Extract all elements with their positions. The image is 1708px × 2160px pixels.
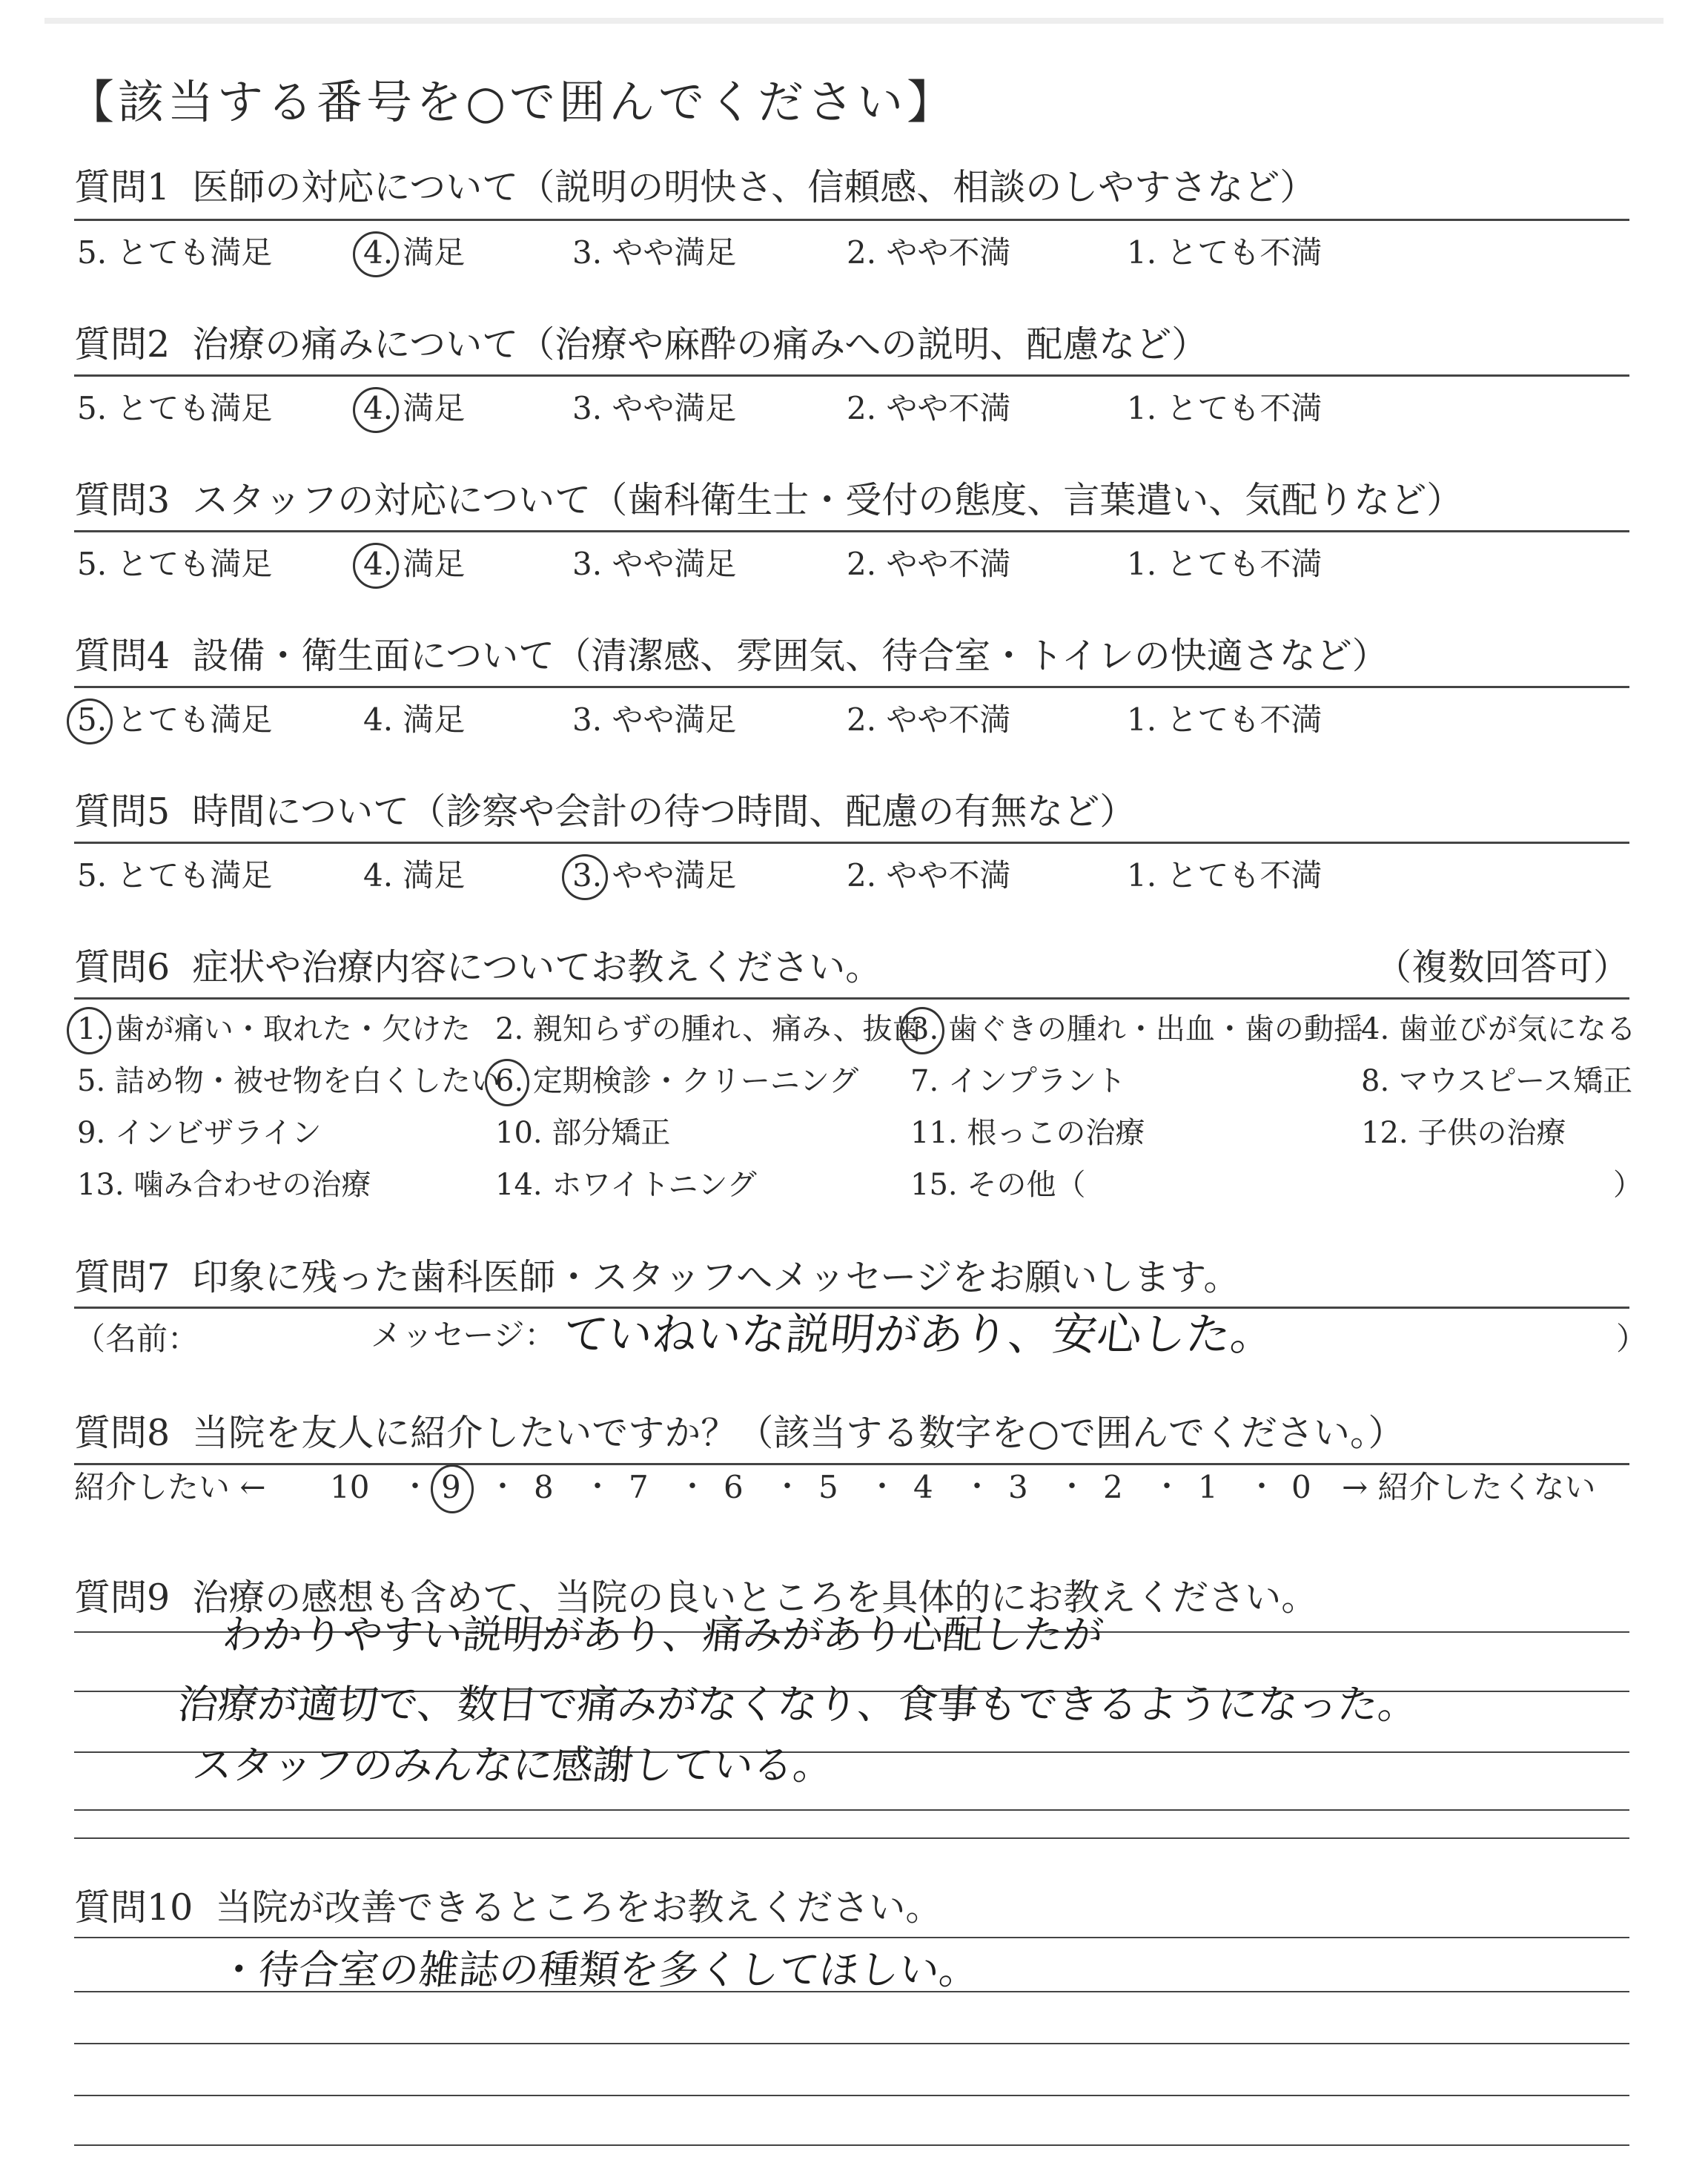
scale-10[interactable]: 10 [330, 1469, 370, 1505]
question-2-heading [74, 323, 1208, 366]
q5-option-5[interactable]: 5. とても満足 [77, 857, 273, 894]
q5-option-4[interactable]: 4. 満足 [363, 857, 466, 894]
page-title: 【該当する番号を○で囲んでください】 [68, 75, 957, 129]
question-8-number: 質問8 [74, 1412, 171, 1454]
question-8-rule [74, 1463, 1629, 1465]
question-3-heading [74, 479, 1463, 521]
scale-dot: ・ [1057, 1470, 1087, 1504]
top-edge-shadow [44, 18, 1664, 24]
q9-answer-line-1: わかりやすい説明があり、痛みがあり心配したが [219, 1611, 1106, 1658]
q6-item-8[interactable]: 8. マウスピース矯正 [1361, 1064, 1633, 1098]
q3-option-2[interactable]: 2. やや不満 [847, 546, 1011, 582]
q10-writing-line [74, 2144, 1629, 2146]
scale-dot: ・ [488, 1470, 517, 1504]
question-2-number: 質問2 [74, 323, 171, 366]
q3-option-5[interactable]: 5. とても満足 [77, 546, 273, 582]
q2-option-2[interactable]: 2. やや不満 [847, 390, 1011, 426]
q4-option-3[interactable]: 3. やや満足 [572, 701, 737, 738]
q4-option-4[interactable]: 4. 満足 [363, 701, 466, 738]
q6-item-10[interactable]: 10. 部分矯正 [495, 1116, 671, 1150]
q9-writing-line [74, 1809, 1629, 1811]
q10-writing-line [74, 2095, 1629, 2096]
scale-5[interactable]: 5 [818, 1469, 838, 1505]
q9-writing-line [74, 1837, 1629, 1839]
scale-dot: ・ [962, 1470, 992, 1504]
question-9-heading [74, 1576, 1318, 1619]
q5-option-1[interactable]: 1. とても不満 [1127, 857, 1323, 894]
message-handwritten-answer: ていねいな説明があり、安心した。 [560, 1309, 1278, 1361]
question-5-text: 時間について（診察や会計の待つ時間、配慮の有無など） [192, 790, 1136, 833]
q6-item-6[interactable]: 6. 定期検診・クリーニング [495, 1064, 859, 1098]
q6-item-1[interactable]: 1. 歯が痛い・取れた・欠けた [77, 1012, 471, 1046]
question-1-heading [74, 166, 1317, 208]
q1-option-5[interactable]: 5. とても満足 [77, 234, 273, 271]
q9-answer-line-2: 治療が適切で、数日で痛みがなくなり、食事もできるようになった。 [175, 1681, 1421, 1728]
q1-option-4[interactable]: 4. 満足 [363, 234, 466, 271]
question-7-heading [74, 1256, 1240, 1298]
scale-2[interactable]: 2 [1103, 1469, 1123, 1505]
q6-item-14[interactable]: 14. ホワイトニング [495, 1168, 757, 1202]
scale-dot: ・ [678, 1470, 707, 1504]
question-7-text: 印象に残った歯科医師・スタッフへメッセージをお願いします。 [192, 1256, 1240, 1298]
q6-item-15[interactable]: 15. その他（ [910, 1168, 1086, 1202]
scale-dot: ・ [867, 1470, 897, 1504]
q2-option-5[interactable]: 5. とても満足 [77, 390, 273, 426]
question-1-text: 医師の対応について（説明の明快さ、信頼感、相談のしやすさなど） [192, 166, 1317, 208]
q6-item-4[interactable]: 4. 歯並びが気になる [1361, 1012, 1636, 1046]
q1-option-1[interactable]: 1. とても不満 [1127, 234, 1323, 271]
q2-option-1[interactable]: 1. とても不満 [1127, 390, 1323, 426]
q2-option-4[interactable]: 4. 満足 [363, 390, 466, 426]
name-label: （名前： [74, 1321, 199, 1357]
question-6-heading [74, 946, 1629, 988]
question-9-text: 治療の感想も含めて、当院の良いところを具体的にお教えください。 [192, 1576, 1318, 1619]
question-3-number: 質問3 [74, 479, 171, 521]
question-4-text: 設備・衛生面について（清潔感、雰囲気、待合室・トイレの快適さなど） [192, 635, 1388, 677]
q1-option-3[interactable]: 3. やや満足 [572, 234, 737, 271]
question-6-multi-note: （複数回答可） [1374, 946, 1629, 988]
scale-6[interactable]: 6 [724, 1469, 744, 1505]
question-9-number: 質問9 [74, 1576, 171, 1619]
question-4-rule [74, 686, 1629, 688]
q3-option-3[interactable]: 3. やや満足 [572, 546, 737, 582]
scale-3[interactable]: 3 [1008, 1469, 1028, 1505]
question-3-text: スタッフの対応について（歯科衛生士・受付の態度、言葉遣い、気配りなど） [192, 479, 1463, 521]
q10-answer-line-1: ・待合室の雑誌の種類を多くしてほしい。 [216, 1946, 982, 1993]
scale-4[interactable]: 4 [913, 1469, 933, 1505]
scale-dot: ・ [1247, 1470, 1277, 1504]
scale-9[interactable]: 9 [441, 1469, 461, 1505]
q4-option-5[interactable]: 5. とても満足 [77, 701, 273, 738]
question-6-rule [74, 997, 1629, 1000]
question-4-heading [74, 635, 1388, 677]
recommend-left-label: 紹介したい ← [74, 1469, 266, 1505]
question-1-number: 質問1 [74, 166, 171, 208]
question-10-text: 当院が改善できるところをお教えください。 [215, 1886, 942, 1929]
scale-dot: ・ [772, 1470, 802, 1504]
message-label: メッセージ： [371, 1317, 556, 1353]
scale-0[interactable]: 0 [1291, 1469, 1311, 1505]
q10-writing-line [74, 1937, 1629, 1938]
scale-dot: ・ [400, 1470, 430, 1504]
question-2-rule [74, 374, 1629, 377]
message-close-paren: ） [1616, 1321, 1648, 1357]
question-2-text: 治療の痛みについて（治療や麻酔の痛みへの説明、配慮など） [192, 323, 1208, 366]
question-4-number: 質問4 [74, 635, 171, 677]
scale-1[interactable]: 1 [1198, 1469, 1218, 1505]
scale-dot: ・ [583, 1470, 612, 1504]
scale-dot: ・ [1152, 1470, 1182, 1504]
q4-option-1[interactable]: 1. とても不満 [1127, 701, 1323, 738]
q5-option-3[interactable]: 3. やや満足 [572, 857, 737, 894]
q6-item-15-close: ） [1613, 1168, 1643, 1202]
q9-answer-line-3: スタッフのみんなに感謝している。 [190, 1742, 836, 1789]
q6-item-2[interactable]: 2. 親知らずの腫れ、痛み、抜歯 [495, 1012, 922, 1046]
question-10-number: 質問10 [74, 1886, 193, 1929]
recommend-right-label: → 紹介したくない [1342, 1469, 1596, 1505]
question-6-text: 症状や治療内容についてお教えください。 [192, 946, 882, 988]
scale-8[interactable]: 8 [534, 1469, 554, 1505]
q6-item-3[interactable]: 3. 歯ぐきの腫れ・出血・歯の動揺 [910, 1012, 1363, 1046]
q6-item-5[interactable]: 5. 詰め物・被せ物を白くしたい [77, 1064, 500, 1098]
q6-item-12[interactable]: 12. 子供の治療 [1361, 1116, 1566, 1150]
q10-writing-line [74, 2043, 1629, 2044]
q6-item-7[interactable]: 7. インプラント [910, 1064, 1126, 1098]
q6-item-9[interactable]: 9. インビザライン [77, 1116, 322, 1150]
question-1-rule [74, 219, 1629, 221]
q5-option-2[interactable]: 2. やや不満 [847, 857, 1011, 894]
q2-option-3[interactable]: 3. やや満足 [572, 390, 737, 426]
question-10-heading [74, 1886, 942, 1929]
q3-option-1[interactable]: 1. とても不満 [1127, 546, 1323, 582]
q1-option-2[interactable]: 2. やや不満 [847, 234, 1011, 271]
q6-item-13[interactable]: 13. 噛み合わせの治療 [77, 1168, 371, 1202]
q3-option-4[interactable]: 4. 満足 [363, 546, 466, 582]
question-8-heading [74, 1412, 1405, 1454]
question-7-number: 質問7 [74, 1256, 171, 1298]
question-3-rule [74, 530, 1629, 532]
question-5-number: 質問5 [74, 790, 171, 833]
q6-item-11[interactable]: 11. 根っこの治療 [910, 1116, 1145, 1150]
question-8-text: 当院を友人に紹介したいですか？（該当する数字を○で囲んでください。） [192, 1412, 1405, 1454]
question-6-number: 質問6 [74, 946, 171, 988]
q4-option-2[interactable]: 2. やや不満 [847, 701, 1011, 738]
question-5-heading [74, 790, 1136, 833]
scale-7[interactable]: 7 [629, 1469, 649, 1505]
question-5-rule [74, 842, 1629, 844]
